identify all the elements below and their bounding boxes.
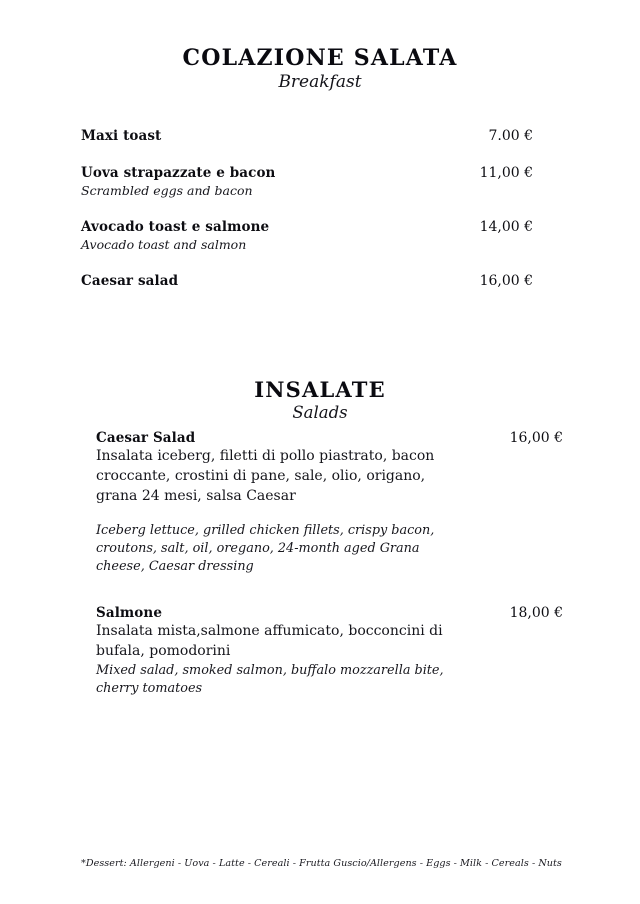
menu-item[interactable] bbox=[81, 128, 533, 144]
menu-item-price: 11,00 € bbox=[479, 165, 533, 181]
section-subtitle-salads: Salads bbox=[292, 403, 348, 423]
menu-item-price: 18,00 € bbox=[509, 604, 563, 621]
menu-item-name: Uova strapazzate e bacon bbox=[81, 165, 276, 181]
menu-item-price: 16,00 € bbox=[479, 273, 533, 289]
menu-item-name: Maxi toast bbox=[81, 128, 162, 144]
menu-item-price: 7.00 € bbox=[488, 128, 533, 144]
menu-item-name: Salmone bbox=[96, 604, 163, 621]
menu-item-price: 16,00 € bbox=[509, 430, 563, 446]
menu-item[interactable] bbox=[81, 219, 533, 252]
section-heading-salads bbox=[0, 378, 640, 424]
menu-item-description-en: Mixed salad, smoked salmon, buffalo mozzarella bite, cherry tomatoes bbox=[96, 662, 444, 697]
menu-item-description-en: Avocado toast and salmon bbox=[81, 237, 247, 252]
section-subtitle-breakfast: Breakfast bbox=[278, 72, 362, 93]
menu-item-description-en: Iceberg lettuce, grilled chicken fillets, crispy bacon, croutons, salt, oil, oregano, 24-month aged Grana cheese, Caesar dressing bbox=[96, 522, 435, 575]
menu-item-description-it: Insalata mista,salmone affumicato, bocconcini di bufala, pomodorini bbox=[96, 622, 443, 659]
menu-item-description-it: Insalata iceberg, filetti di pollo piastrato, bacon croccante, crostini di pane, sale, olio, origano, grana 24 mesi, salsa Caesar bbox=[96, 448, 435, 504]
menu-item-name: Avocado toast e salmone bbox=[81, 219, 270, 235]
breakfast-item-list bbox=[81, 128, 533, 310]
allergens-footer-note: *Dessert: Allergeni - Uova - Latte - Cereali - Frutta Guscio/Allergens - Eggs - Milk - Cereals - Nuts bbox=[81, 858, 562, 869]
section-title-breakfast: COLAZIONE SALATA bbox=[182, 45, 458, 71]
salads-item-list bbox=[96, 430, 563, 698]
menu-item-price: 14,00 € bbox=[479, 219, 533, 235]
menu-item[interactable] bbox=[96, 605, 563, 699]
menu-item[interactable] bbox=[81, 165, 533, 198]
section-heading-breakfast bbox=[0, 46, 640, 93]
menu-item[interactable] bbox=[81, 273, 533, 289]
section-title-salads: INSALATE bbox=[254, 377, 386, 402]
menu-item-description-en: Scrambled eggs and bacon bbox=[81, 183, 253, 198]
menu-item-name: Caesar salad bbox=[81, 273, 179, 289]
menu-item[interactable] bbox=[96, 430, 563, 577]
menu-item-name: Caesar Salad bbox=[96, 430, 196, 446]
